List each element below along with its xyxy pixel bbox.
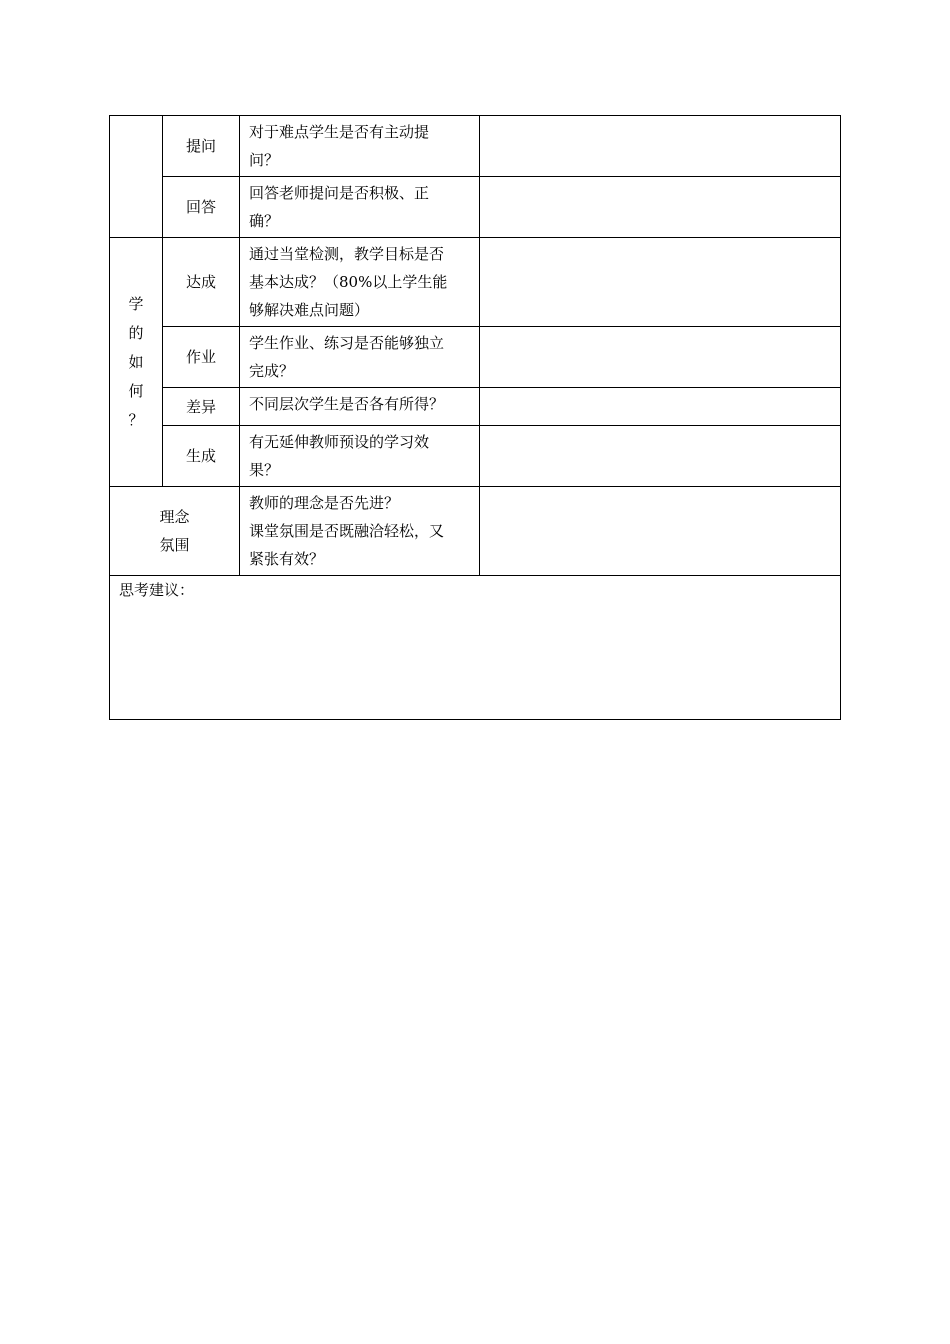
description-line: 完成？	[249, 362, 295, 380]
description-line: 紧张有效？	[249, 550, 325, 568]
description-line: 课堂氛围是否既融洽轻松，又	[249, 522, 445, 540]
description-line: 基本达成？（80%以上学生能	[249, 273, 448, 291]
table-row	[110, 426, 841, 487]
category-char: 何	[128, 381, 144, 400]
item-label: 回答	[163, 177, 240, 238]
description-line: 教师的理念是否先进？	[249, 494, 400, 512]
table-row	[110, 238, 841, 327]
category-char: 如	[128, 352, 144, 371]
item-label: 生成	[163, 426, 240, 487]
item-label: 提问	[163, 116, 240, 177]
item-description	[240, 327, 480, 388]
item-description	[240, 177, 480, 238]
category-char: 学	[128, 294, 144, 313]
description-line: 学生作业、练习是否能够独立	[249, 334, 445, 352]
remark-cell[interactable]	[480, 388, 841, 426]
remark-cell[interactable]	[480, 238, 841, 327]
item-description	[240, 426, 480, 487]
description-line: 对于难点学生是否有主动提	[249, 123, 430, 141]
evaluation-table	[109, 115, 841, 720]
concept-label: 理念	[159, 508, 190, 526]
suggestion-label: 思考建议：	[119, 581, 195, 599]
remark-cell[interactable]	[480, 327, 841, 388]
table-row	[110, 116, 841, 177]
concept-category	[110, 487, 240, 576]
description-line: 通过当堂检测，教学目标是否	[249, 245, 445, 263]
item-description	[240, 487, 480, 576]
table-row	[110, 388, 841, 426]
category-cell-empty	[110, 116, 163, 238]
table-row	[110, 177, 841, 238]
table-row	[110, 576, 841, 720]
item-description	[240, 238, 480, 327]
suggestion-cell[interactable]	[110, 576, 841, 720]
item-description	[240, 388, 480, 426]
item-description	[240, 116, 480, 177]
remark-cell[interactable]	[480, 426, 841, 487]
category-char: ？	[128, 410, 144, 429]
description-line: 果？	[249, 461, 280, 479]
remark-cell[interactable]	[480, 487, 841, 576]
description-line: 有无延伸教师预设的学习效	[249, 433, 430, 451]
description-line: 回答老师提问是否积极、正	[249, 184, 430, 202]
category-char: 的	[128, 323, 144, 342]
item-label: 差异	[163, 388, 240, 426]
table-row	[110, 327, 841, 388]
concept-label: 氛围	[159, 536, 190, 554]
description-line: 够解决难点问题）	[249, 301, 370, 319]
remark-cell[interactable]	[480, 116, 841, 177]
remark-cell[interactable]	[480, 177, 841, 238]
category-learning	[110, 238, 163, 487]
item-label: 达成	[163, 238, 240, 327]
description-line: 不同层次学生是否各有所得？	[249, 395, 445, 413]
description-line: 确？	[249, 212, 280, 230]
table-row	[110, 487, 841, 576]
item-label: 作业	[163, 327, 240, 388]
description-line: 问？	[249, 151, 280, 169]
